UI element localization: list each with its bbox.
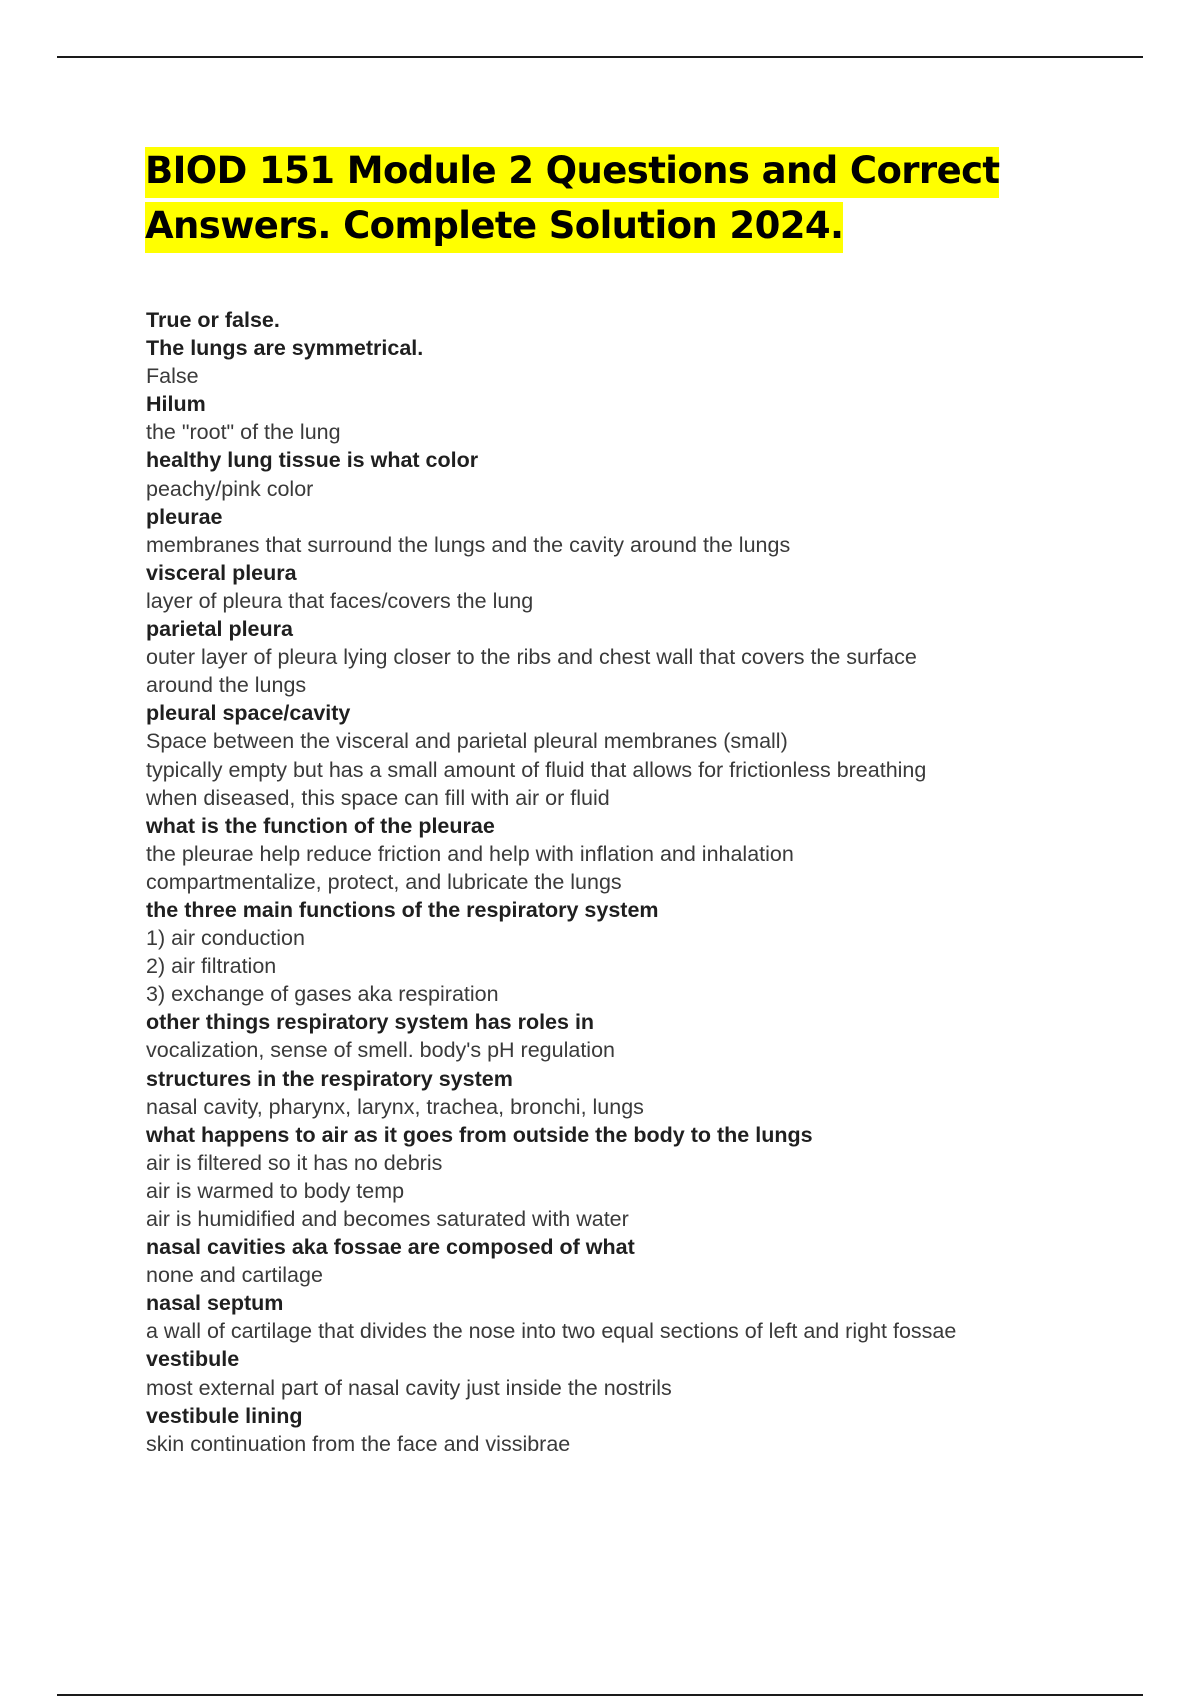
answer-line: Space between the visceral and parietal pleural membranes (small) [146,729,788,754]
answer-line: False [146,364,199,389]
question-line: pleural space/cavity [146,701,351,726]
answer-line: typically empty but has a small amount of fluid that allows for frictionless breathing [146,757,927,782]
question-line: visceral pleura [146,560,297,585]
question-line: nasal cavities aka fossae are composed of what [146,1235,635,1260]
answer-line: 1) air conduction [146,926,305,951]
answer-line: 2) air filtration [146,954,277,979]
answer-line: a wall of cartilage that divides the nose into two equal sections of left and right fossae [146,1319,957,1344]
question-line: vestibule [146,1347,240,1372]
answer-line: compartmentalize, protect, and lubricate the lungs [146,869,622,894]
answer-line: nasal cavity, pharynx, larynx, trachea, bronchi, lungs [146,1094,644,1119]
answer-line: outer layer of pleura lying closer to the ribs and chest wall that covers the surface [146,645,917,670]
question-line: The lungs are symmetrical. [146,336,424,361]
question-line: healthy lung tissue is what color [146,448,479,473]
document-title [145,143,1005,253]
question-line: True or false. [146,308,280,332]
question-line: other things respiratory system has roles in [146,1010,595,1035]
question-line: pleurae [146,504,223,529]
question-line: structures in the respiratory system [146,1066,513,1091]
answer-line: none and cartilage [146,1263,323,1288]
answer-line: when diseased, this space can fill with air or fluid [146,785,610,810]
question-line: parietal pleura [146,617,293,642]
question-answer-list [146,306,1096,1458]
answer-line: layer of pleura that faces/covers the lung [146,588,534,613]
question-line: vestibule lining [146,1403,303,1428]
question-line: Hilum [146,392,206,417]
header-rule [57,56,1143,58]
answer-line: membranes that surround the lungs and the cavity around the lungs [146,532,791,557]
answer-line: skin continuation from the face and vissibrae [146,1431,571,1456]
answer-line: air is humidified and becomes saturated with water [146,1207,629,1231]
answer-line: air is filtered so it has no debris [146,1150,443,1175]
question-line: the three main functions of the respiratory system [146,897,659,922]
answer-line: peachy/pink color [146,476,314,501]
answer-line: most external part of nasal cavity just inside the nostrils [146,1375,672,1400]
question-line: what is the function of the pleurae [146,813,495,838]
answer-line: the pleurae help reduce friction and help with inflation and inhalation [146,841,794,866]
answer-line: around the lungs [146,673,307,698]
answer-line: 3) exchange of gases aka respiration [146,982,499,1007]
answer-line: vocalization, sense of smell. body's pH regulation [146,1038,615,1063]
footer-rule [57,1694,1143,1696]
question-line: what happens to air as it goes from outside the body to the lungs [146,1122,813,1147]
question-line: nasal septum [146,1291,284,1316]
answer-line: the "root" of the lung [146,420,341,445]
answer-line: air is warmed to body temp [146,1178,405,1203]
title-highlight: BIOD 151 Module 2 Questions and Correct Answers. Complete Solution 2024. [145,147,999,253]
